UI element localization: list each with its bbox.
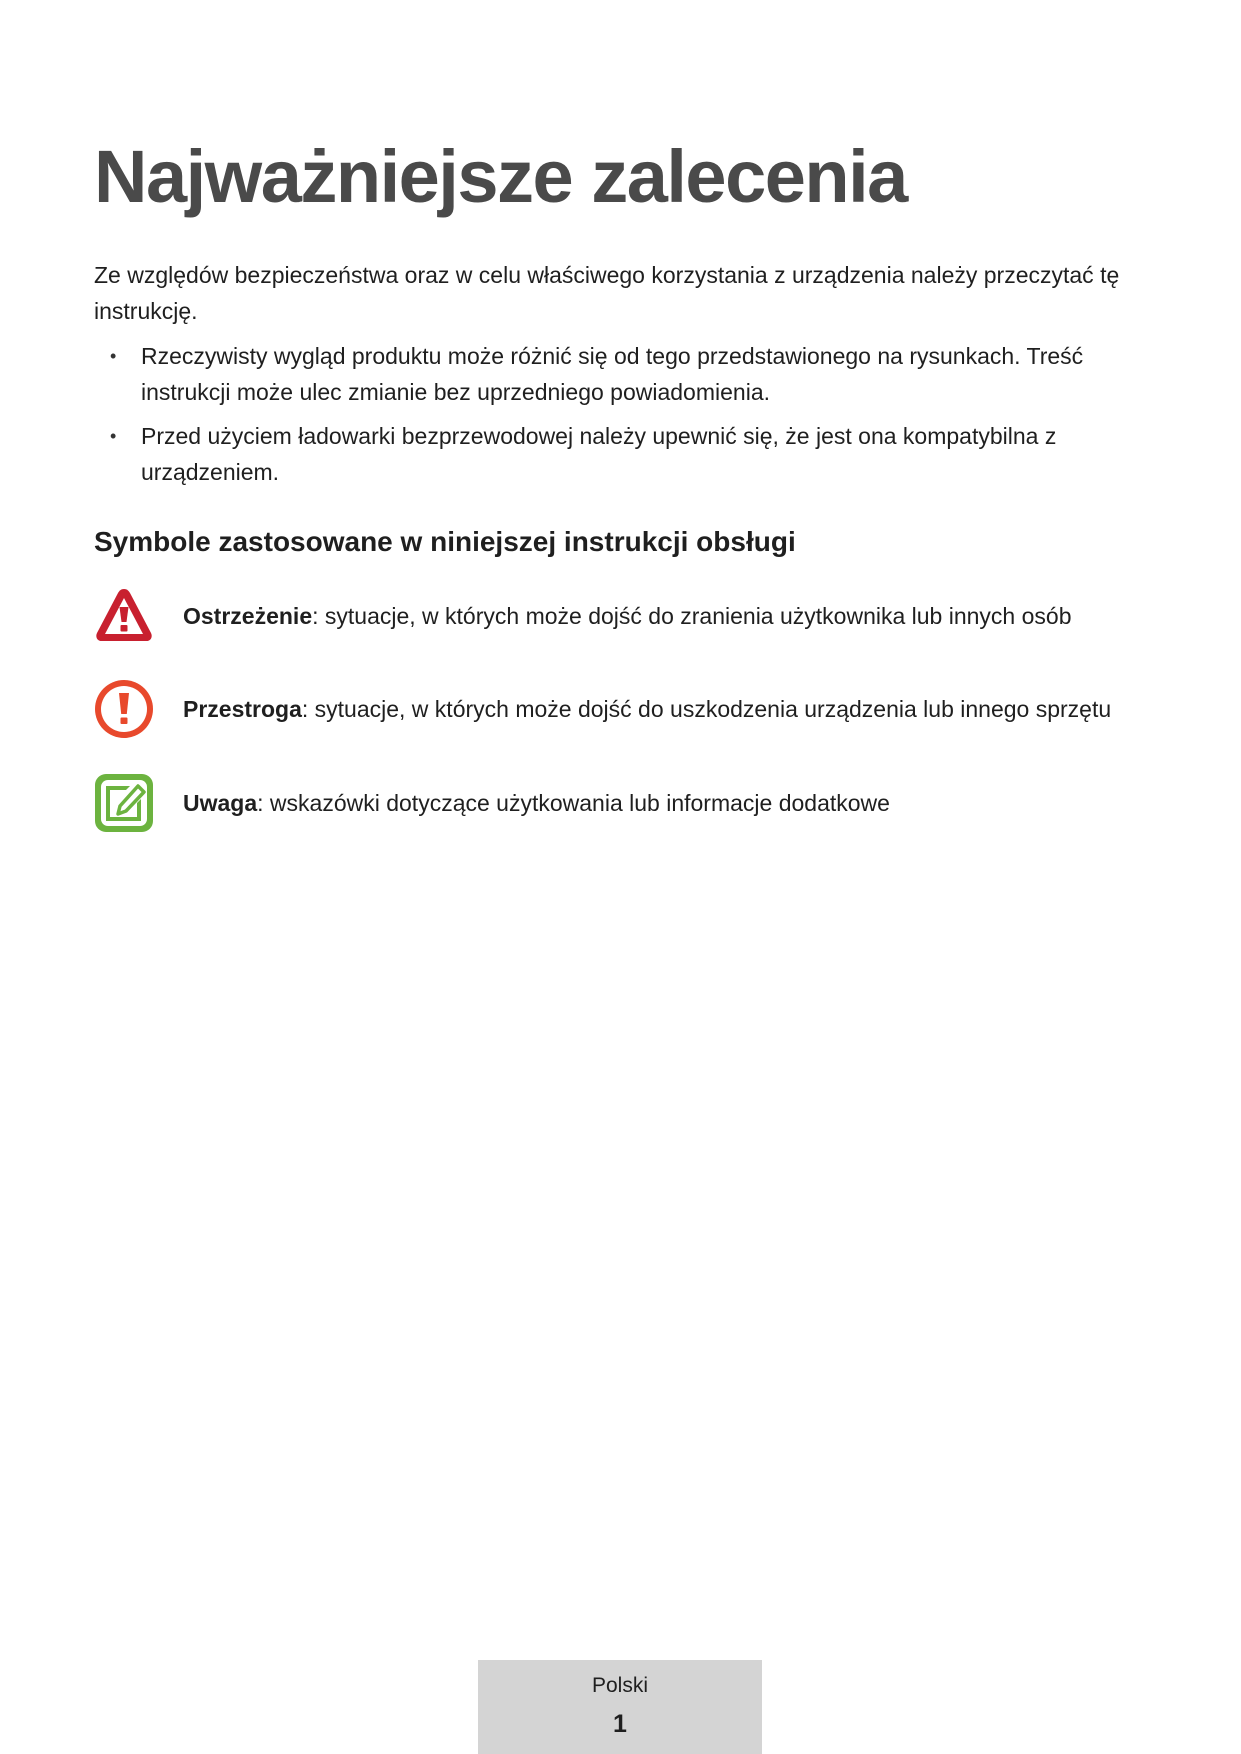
symbol-description-warning — [183, 586, 1163, 646]
symbols-heading: Symbole zastosowane w niniejszej instrukcji obsługi — [94, 526, 796, 557]
caution-circle-icon — [94, 679, 154, 739]
note-pencil-icon — [94, 773, 154, 833]
symbol-detail-warning: : sytuacje, w których może dojść do zranienia użytkownika lub innych osób — [312, 603, 1072, 629]
footer-page-number: 1 — [613, 1710, 627, 1738]
bullet-text: Przed użyciem ładowarki bezprzewodowej należy upewnić się, że jest ona kompatybilna z urządzeniem. — [141, 423, 1057, 485]
symbol-row-note — [94, 773, 1154, 833]
warning-triangle-icon — [94, 586, 154, 646]
symbol-term-caution: Przestroga — [183, 696, 302, 722]
bullet-item — [94, 338, 1154, 410]
symbol-row-caution — [94, 679, 1154, 739]
intro-paragraph: Ze względów bezpieczeństwa oraz w celu właściwego korzystania z urządzenia należy przeczytać tę instrukcję. — [94, 262, 1120, 324]
symbol-term-note: Uwaga — [183, 790, 258, 816]
page-footer — [478, 1660, 762, 1754]
bullet-marker: • — [110, 426, 117, 446]
symbol-row-warning — [94, 586, 1154, 646]
symbol-description-caution — [183, 679, 1163, 739]
bullet-list — [94, 338, 1154, 498]
footer-language: Polski — [591, 1674, 649, 1697]
symbol-description-note — [183, 773, 1163, 833]
symbol-detail-note: : wskazówki dotyczące użytkowania lub informacje dodatkowe — [257, 790, 890, 816]
bullet-text: Rzeczywisty wygląd produktu może różnić się od tego przedstawionego na rysunkach. Treść instrukcji może ulec zmianie bez uprzedniego powiadomienia. — [141, 343, 1084, 405]
symbol-detail-caution: : sytuacje, w których może dojść do uszkodzenia urządzenia lub innego sprzętu — [301, 696, 1112, 722]
page-title: Najważniejsze zalecenia — [94, 135, 907, 218]
bullet-item — [94, 418, 1154, 490]
symbol-term-warning: Ostrzeżenie — [183, 603, 313, 629]
bullet-marker: • — [110, 346, 117, 366]
